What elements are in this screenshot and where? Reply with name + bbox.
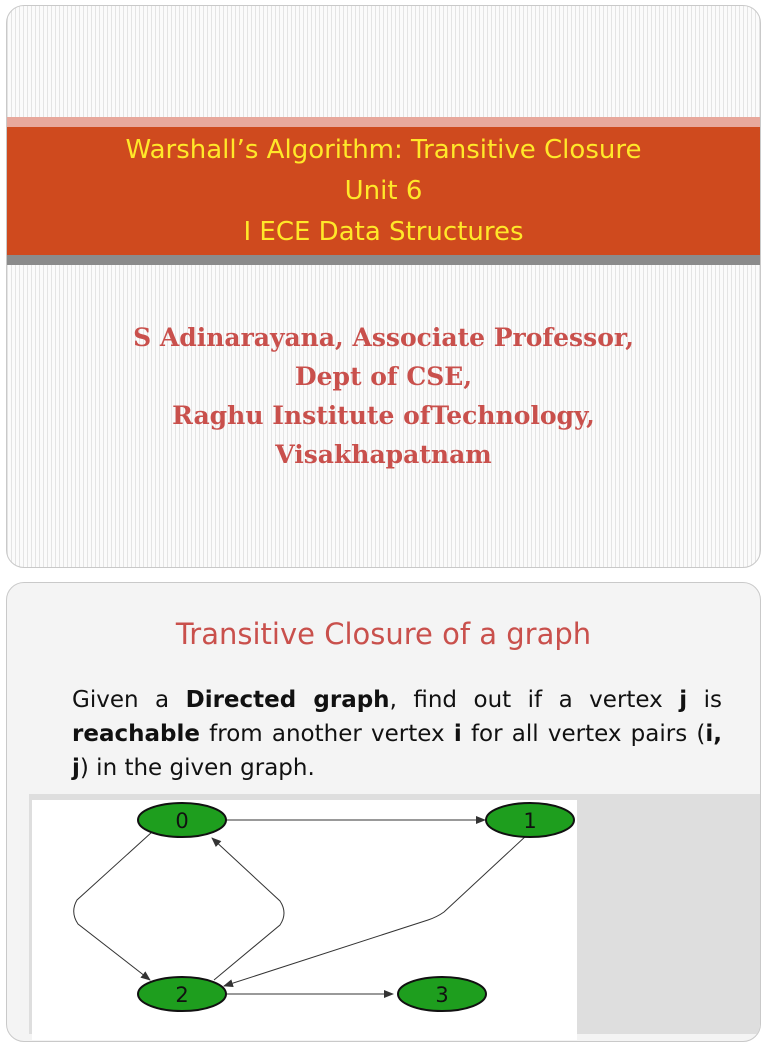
body-bold-j: j bbox=[679, 687, 688, 713]
body-bold-reachable: reachable bbox=[72, 721, 200, 747]
directed-graph-figure bbox=[32, 800, 577, 1040]
edge-2-to-0 bbox=[212, 838, 284, 980]
author-line-1: S Adinarayana, Associate Professor, bbox=[133, 323, 634, 352]
slide-title-line-1: Warshall’s Algorithm: Transitive Closure bbox=[125, 134, 642, 165]
node-label: 3 bbox=[435, 983, 449, 1007]
title-slide bbox=[6, 5, 761, 568]
body-text-part: , find out if a vertex bbox=[389, 687, 680, 713]
body-bold-i: i bbox=[453, 721, 462, 747]
body-text-part: from another vertex bbox=[199, 721, 454, 747]
body-text-part: is bbox=[687, 687, 722, 713]
author-block bbox=[7, 318, 760, 474]
slide-title-line-3: I ECE Data Structures bbox=[243, 216, 524, 247]
slide-body-text bbox=[72, 683, 722, 785]
edge-1-to-2 bbox=[224, 835, 527, 986]
body-text-part: for all vertex pairs ( bbox=[461, 721, 706, 747]
graph-node-3 bbox=[398, 977, 486, 1011]
title-band-top-stripe bbox=[7, 117, 760, 127]
graph-node-0 bbox=[138, 803, 226, 837]
author-line-3: Raghu Institute ofTechnology, bbox=[172, 401, 595, 430]
directed-graph-svg bbox=[32, 800, 577, 1040]
body-text-part: ) in the given graph. bbox=[79, 755, 315, 781]
slide-heading: Transitive Closure of a graph bbox=[175, 617, 592, 651]
edge-0-to-2 bbox=[74, 832, 152, 980]
author-line-4: Visakhapatnam bbox=[275, 440, 492, 469]
graph-node-1 bbox=[486, 803, 574, 837]
title-band-bottom-stripe bbox=[7, 255, 760, 265]
graph-node-2 bbox=[138, 977, 226, 1011]
node-label: 2 bbox=[175, 983, 189, 1007]
body-text-part: Given a bbox=[72, 687, 186, 713]
node-label: 1 bbox=[523, 809, 537, 833]
content-slide bbox=[6, 582, 761, 1042]
author-line-2: Dept of CSE, bbox=[294, 362, 473, 391]
title-band bbox=[7, 127, 760, 255]
body-bold-directed-graph: Directed graph bbox=[185, 687, 390, 713]
slide-title-line-2: Unit 6 bbox=[344, 175, 423, 206]
node-label: 0 bbox=[175, 809, 189, 833]
body-bold-ij: i, j bbox=[72, 721, 722, 781]
